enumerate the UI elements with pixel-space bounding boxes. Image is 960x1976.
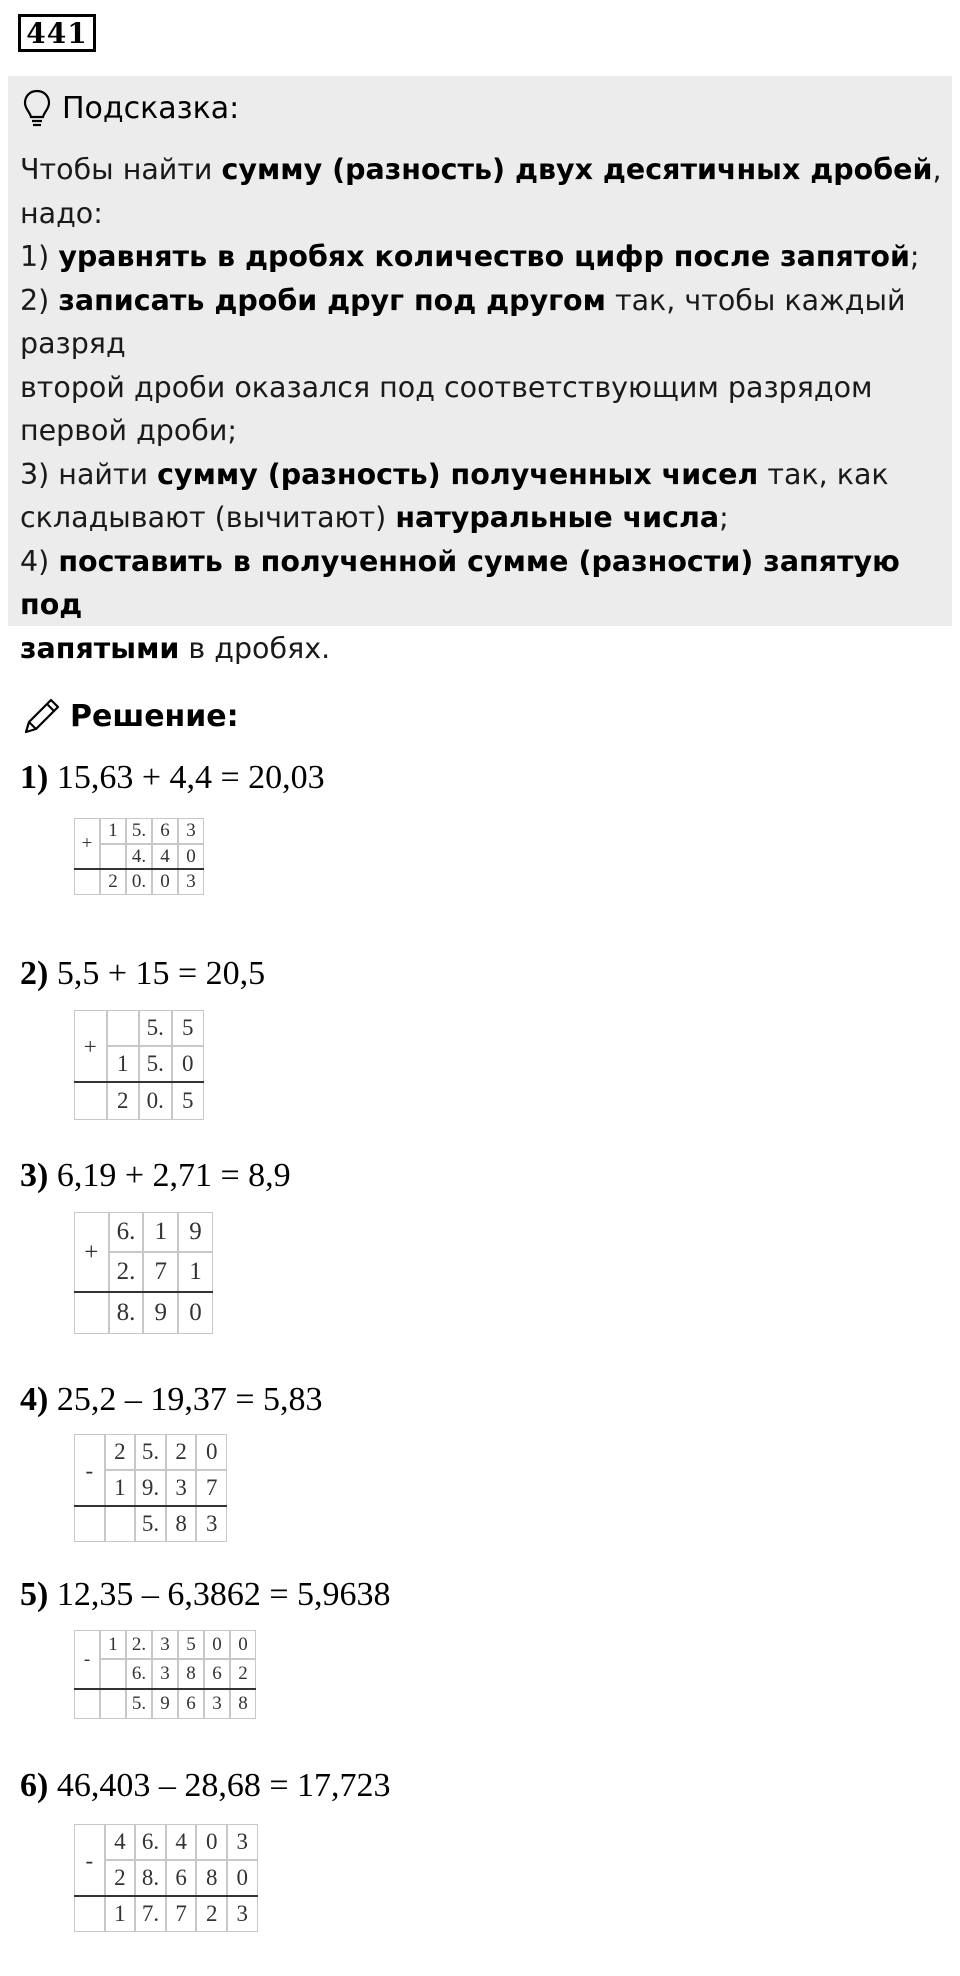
hint-line: [20, 627, 944, 671]
digit-cell: 6: [166, 1860, 197, 1896]
digit-cell: 4: [152, 844, 178, 869]
item-number: 1): [20, 759, 49, 796]
digit-cell: 5.: [126, 818, 152, 844]
digit-cell: 3: [152, 1630, 178, 1659]
solution-equation: [20, 758, 325, 798]
digit-cell: 9: [178, 1212, 213, 1252]
digit-cell: 3: [178, 818, 204, 844]
digit-cell: 1: [100, 818, 126, 844]
digit-cell: 5: [172, 1010, 205, 1046]
digit-cell: 3: [166, 1470, 197, 1506]
empty-cell: [74, 1082, 107, 1120]
digit-cell: 9.: [135, 1470, 166, 1506]
hint-bold-text: поставить в полученной сумме (разности) запятую под: [20, 544, 900, 621]
digit-cell: [100, 1689, 126, 1719]
digit-cell: 3: [178, 869, 204, 895]
hint-line: [20, 366, 944, 410]
hint-bold-text: натуральные числа: [395, 501, 720, 534]
hint-line: [20, 453, 944, 497]
hint-line: [20, 409, 944, 453]
digit-cell: 9: [152, 1689, 178, 1719]
digit-cell: 5.: [139, 1010, 172, 1046]
hint-bold-text: сумму (разность) полученных чисел: [157, 457, 759, 491]
digit-cell: 2: [166, 1434, 197, 1470]
digit-cell: 9: [143, 1292, 178, 1334]
result-line: [74, 868, 204, 870]
solution-equation: [20, 1156, 291, 1196]
item-number: 4): [20, 1381, 49, 1418]
hint-box: [8, 76, 952, 665]
solution-equation: [20, 1380, 323, 1420]
digit-cell: 2.: [126, 1630, 152, 1659]
equation-text: 12,35 – 6,3862 = 5,9638: [56, 1576, 391, 1613]
hint-text-segment: так, чтобы каждый разряд: [20, 283, 906, 360]
digit-cell: 3: [227, 1896, 258, 1932]
empty-cell: [74, 1896, 105, 1932]
digit-cell: 1: [105, 1470, 136, 1506]
digit-cell: 2: [105, 1434, 136, 1470]
solution-header: [20, 694, 239, 738]
hint-text-segment: надо:: [20, 196, 103, 230]
operator-sign: -: [85, 1457, 94, 1483]
result-line: [74, 1895, 258, 1897]
digit-cell: 6.: [135, 1824, 166, 1860]
operator-cell: [74, 1824, 105, 1896]
operator-sign: -: [83, 1649, 91, 1670]
hint-text-segment: так, как: [758, 457, 889, 491]
hint-line: [20, 496, 944, 540]
solution-equation: [20, 954, 265, 994]
digit-cell: 1: [178, 1252, 213, 1292]
digit-cell: 0: [204, 1630, 230, 1659]
operator-sign: +: [83, 1033, 97, 1059]
digit-cell: 2: [230, 1659, 256, 1689]
solution-equation: [20, 1766, 391, 1806]
digit-cell: 7: [166, 1896, 197, 1932]
hint-text-segment: 3) найти: [20, 457, 158, 491]
digit-cell: 4: [105, 1824, 136, 1860]
digit-cell: 5: [178, 1630, 204, 1659]
operator-sign: +: [81, 833, 93, 854]
hint-text-segment: ;: [719, 501, 729, 534]
hint-text-segment: в дробях.: [179, 631, 331, 665]
hint-bold-text: записать дроби друг под другом: [58, 283, 606, 317]
digit-cell: 1: [107, 1046, 140, 1082]
digit-cell: 5.: [139, 1046, 172, 1082]
digit-cell: 8: [196, 1860, 227, 1896]
item-number: 6): [20, 1767, 49, 1804]
digit-cell: 0.: [126, 869, 152, 895]
hint-text-segment: ;: [909, 240, 920, 273]
hint-text-segment: складывают (вычитают): [20, 501, 396, 534]
digit-cell: 6.: [109, 1212, 144, 1252]
digit-cell: 6.: [126, 1659, 152, 1689]
item-number: 5): [20, 1576, 49, 1613]
digit-cell: 3: [227, 1824, 258, 1860]
empty-cell: [74, 1292, 109, 1334]
equation-text: 46,403 – 28,68 = 17,723: [56, 1767, 391, 1804]
digit-cell: 2.: [109, 1252, 144, 1292]
digit-cell: [100, 844, 126, 869]
result-line: [74, 1081, 204, 1083]
digit-cell: [107, 1010, 140, 1046]
hint-text: [20, 148, 944, 670]
digit-cell: 0: [178, 1292, 213, 1334]
hint-text-segment: ,: [932, 153, 942, 186]
digit-cell: 0: [230, 1630, 256, 1659]
operator-sign: +: [84, 1238, 99, 1266]
digit-cell: 8: [166, 1506, 197, 1542]
hint-text-segment: второй дроби оказался под соответствующим разрядом: [20, 370, 873, 404]
digit-cell: 1: [105, 1896, 136, 1932]
empty-cell: [74, 1689, 100, 1719]
hint-text-segment: первой дроби;: [20, 414, 238, 447]
digit-cell: 1: [100, 1630, 126, 1659]
digit-cell: 2: [196, 1896, 227, 1932]
pencil-icon: [20, 694, 64, 738]
result-line: [74, 1291, 213, 1293]
lightbulb-icon: [22, 88, 52, 128]
equation-text: 6,19 + 2,71 = 8,9: [56, 1157, 291, 1194]
equation-text: 15,63 + 4,4 = 20,03: [56, 759, 325, 796]
digit-cell: 4: [166, 1824, 197, 1860]
solution-equation: [20, 1575, 391, 1615]
hint-line: [20, 192, 944, 236]
digit-cell: 5.: [135, 1506, 166, 1542]
digit-cell: 6: [178, 1689, 204, 1719]
hint-text-segment: 4): [20, 544, 59, 578]
digit-cell: [105, 1506, 136, 1542]
digit-cell: 5: [172, 1082, 205, 1120]
result-line: [74, 1505, 227, 1507]
digit-cell: 5.: [126, 1689, 152, 1719]
operator-cell: [74, 1630, 100, 1689]
digit-cell: 3: [152, 1659, 178, 1689]
digit-cell: 2: [100, 869, 126, 895]
operator-cell: [74, 1434, 105, 1506]
digit-cell: 0: [178, 844, 204, 869]
item-number: 2): [20, 955, 49, 992]
digit-cell: 5.: [135, 1434, 166, 1470]
solution-title: Решение:: [70, 698, 239, 734]
hint-bold-text: запятыми: [20, 631, 180, 665]
digit-cell: 2: [107, 1082, 140, 1120]
equation-text: 25,2 – 19,37 = 5,83: [56, 1381, 323, 1418]
digit-cell: [100, 1659, 126, 1689]
hint-line: [20, 540, 944, 627]
digit-cell: 1: [143, 1212, 178, 1252]
operator-cell: [74, 1010, 107, 1082]
empty-cell: [74, 869, 100, 895]
digit-cell: 0: [196, 1434, 227, 1470]
equation-text: 5,5 + 15 = 20,5: [56, 955, 266, 992]
digit-cell: 4.: [126, 844, 152, 869]
problem-number-badge: 441: [18, 14, 96, 52]
hint-line: [20, 148, 944, 192]
digit-cell: 0: [152, 869, 178, 895]
digit-cell: 6: [152, 818, 178, 844]
operator-cell: [74, 818, 100, 869]
digit-cell: 3: [196, 1506, 227, 1542]
digit-cell: 0.: [139, 1082, 172, 1120]
hint-header: [22, 88, 239, 128]
hint-line: [20, 235, 944, 279]
hint-text-segment: 2): [20, 283, 59, 317]
digit-cell: 0: [227, 1860, 258, 1896]
digit-cell: 3: [204, 1689, 230, 1719]
hint-title: Подсказка:: [62, 90, 240, 126]
hint-text-segment: 1): [20, 240, 59, 273]
digit-cell: 0: [172, 1046, 205, 1082]
hint-bold-text: уравнять в дробях количество цифр после запятой: [58, 240, 910, 273]
digit-cell: 8: [178, 1659, 204, 1689]
digit-cell: 0: [196, 1824, 227, 1860]
hint-text-segment: Чтобы найти: [20, 153, 222, 186]
empty-cell: [74, 1506, 105, 1542]
digit-cell: 7: [196, 1470, 227, 1506]
item-number: 3): [20, 1157, 49, 1194]
result-line: [74, 1688, 256, 1690]
operator-cell: [74, 1212, 109, 1292]
digit-cell: 6: [204, 1659, 230, 1689]
digit-cell: 8.: [135, 1860, 166, 1896]
hint-bold-text: сумму (разность) двух десятичных дробей: [221, 153, 933, 186]
hint-line: [20, 279, 944, 366]
digit-cell: 8: [230, 1689, 256, 1719]
operator-sign: -: [85, 1847, 94, 1873]
digit-cell: 7.: [135, 1896, 166, 1932]
digit-cell: 8.: [109, 1292, 144, 1334]
digit-cell: 2: [105, 1860, 136, 1896]
digit-cell: 7: [143, 1252, 178, 1292]
